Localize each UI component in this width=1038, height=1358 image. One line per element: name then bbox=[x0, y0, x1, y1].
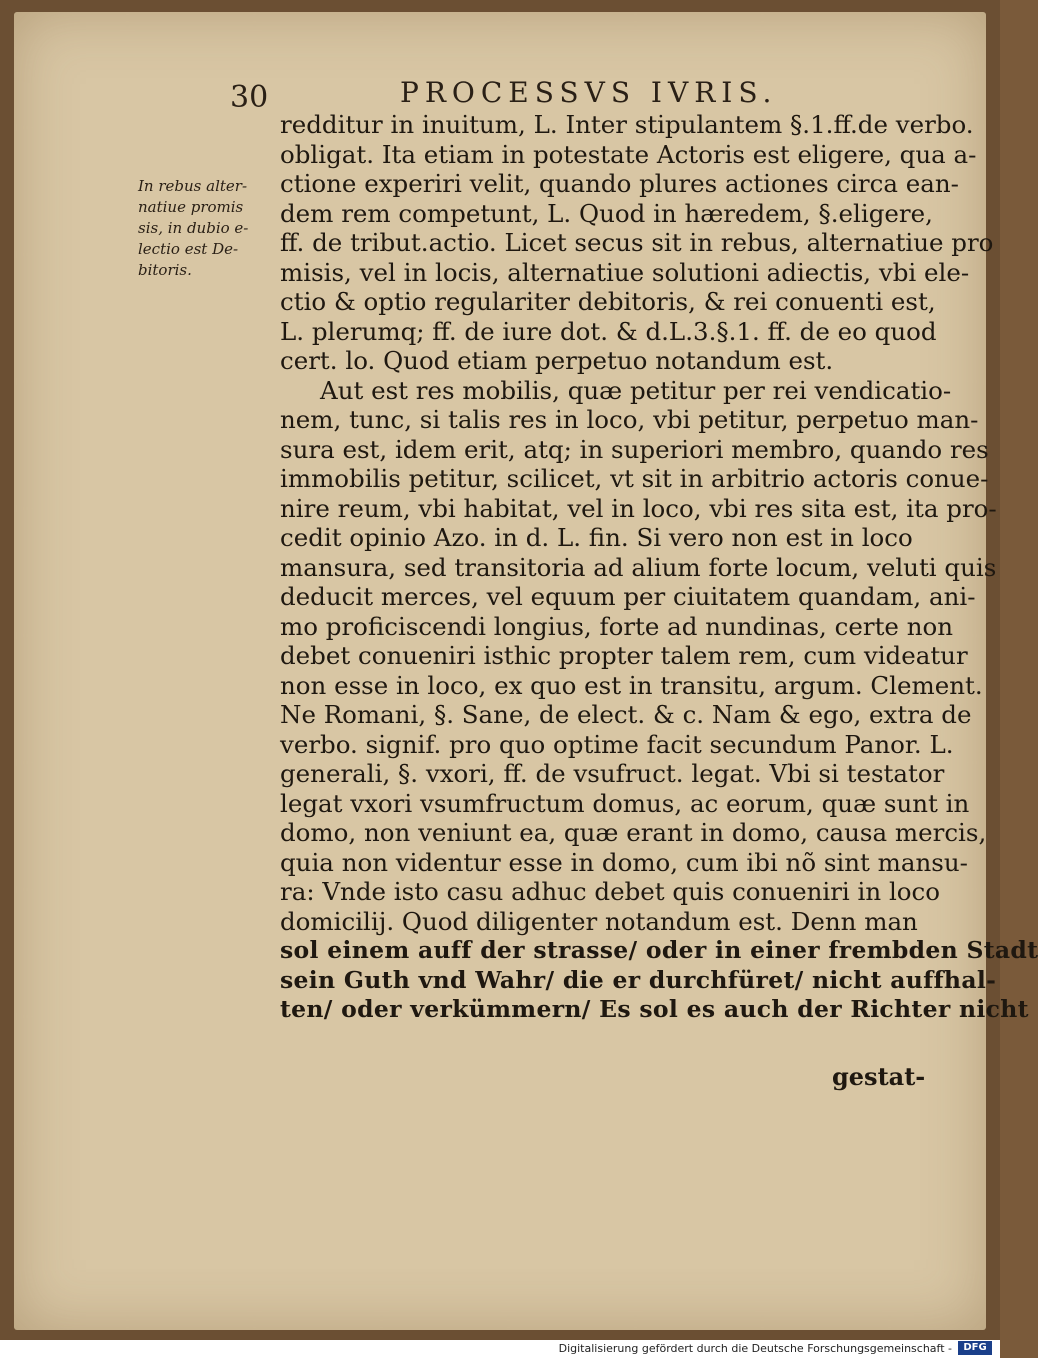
text-line: nem, tunc, si talis res in loco, vbi petitur, perpetuo man- bbox=[280, 405, 979, 434]
text-line: verbo. signif. pro quo optime facit secundum Panor. L. bbox=[280, 729, 954, 759]
text-line: quia non videntur esse in domo, cum ibi nõ sint mansu- bbox=[280, 847, 968, 877]
text-line: L. plerumq; ff. de iure dot. & d.L.3.§.1. ff. de eo quod bbox=[280, 316, 937, 346]
text-line: sol einem auff der strasse/ oder in einer frembden Stadt bbox=[280, 936, 1038, 964]
text-line: nire reum, vbi habitat, vel in loco, vbi res sita est, ita pro- bbox=[280, 493, 997, 523]
text-line: domo, non veniunt ea, quæ erant in domo, causa mercis, bbox=[280, 818, 987, 847]
marginal-note-line: natiue promis bbox=[138, 198, 244, 216]
text-line: non esse in loco, ex quo est in transitu, argum. Clement. bbox=[280, 670, 983, 700]
body-text bbox=[280, 110, 1038, 1025]
text-line: Aut est res mobilis, quæ petitur per rei vendicatio- bbox=[320, 375, 952, 405]
text-line: ff. de tribut.actio. Licet secus sit in rebus, alternatiue pro bbox=[280, 228, 994, 257]
marginal-note-line: sis, in dubio e- bbox=[138, 219, 249, 237]
text-line: legat vxori vsumfructum domus, ac eorum, quæ sunt in bbox=[280, 788, 970, 818]
marginal-note bbox=[138, 176, 273, 281]
text-line: dem rem competunt, L. Quod in hæredem, §.eligere, bbox=[280, 198, 933, 228]
text-line: Ne Romani, §. Sane, de elect. & c. Nam & ego, extra de bbox=[280, 700, 972, 729]
text-line: ctio & optio regulariter debitoris, & rei conuenti est, bbox=[280, 287, 936, 316]
text-line: cedit opinio Azo. in d. L. fin. Si vero non est in loco bbox=[280, 523, 913, 552]
marginal-note-line: bitoris. bbox=[138, 261, 192, 279]
text-line: redditur in inuitum, L. Inter stipulantem §.1.ff.de verbo. bbox=[280, 110, 974, 139]
dfg-logo: DFG bbox=[958, 1341, 992, 1355]
text-line: ra: Vnde isto casu adhuc debet quis conueniri in loco bbox=[280, 877, 941, 906]
text-line: ctione experiri velit, quando plures actiones circa ean- bbox=[280, 169, 959, 198]
page-number: 30 bbox=[230, 80, 269, 115]
catchword: gestat- bbox=[832, 1062, 926, 1091]
marginal-note-line: lectio est De- bbox=[138, 240, 239, 258]
text-line: domicilij. Quod diligenter notandum est. Denn man bbox=[280, 906, 918, 936]
marginal-note-line: In rebus alter- bbox=[138, 177, 248, 195]
text-line: debet conueniri isthic propter talem rem, cum videatur bbox=[280, 641, 968, 670]
text-line: ten/ oder verkümmern/ Es sol es auch der Richter nicht bbox=[280, 995, 1029, 1023]
text-line: immobilis petitur, scilicet, vt sit in arbitrio actoris conue- bbox=[280, 464, 989, 493]
text-line: cert. lo. Quod etiam perpetuo notandum est. bbox=[280, 346, 834, 375]
text-line: sein Guth vnd Wahr/ die er durchfüret/ nicht auffhal- bbox=[280, 965, 997, 994]
text-line: sura est, idem erit, atq; in superiori membro, quando res bbox=[280, 434, 989, 464]
funding-credit: Digitalisierung gefördert durch die Deutsche Forschungsgemeinschaft - bbox=[558, 1342, 952, 1355]
text-line: mansura, sed transitoria ad alium forte locum, veluti quis bbox=[280, 552, 997, 582]
text-line: misis, vel in locis, alternatiue solutioni adiectis, vbi ele- bbox=[280, 257, 970, 287]
text-line: deducit merces, vel equum per ciuitatem quandam, ani- bbox=[280, 582, 976, 611]
text-line: generali, §. vxori, ff. de vsufruct. legat. Vbi si testator bbox=[280, 759, 945, 788]
running-head: PROCESSVS IVRIS. bbox=[400, 76, 778, 109]
text-line: obligat. Ita etiam in potestate Actoris est eligere, qua a- bbox=[280, 139, 977, 169]
text-line: mo proficiscendi longius, forte ad nundinas, certe non bbox=[280, 611, 954, 641]
